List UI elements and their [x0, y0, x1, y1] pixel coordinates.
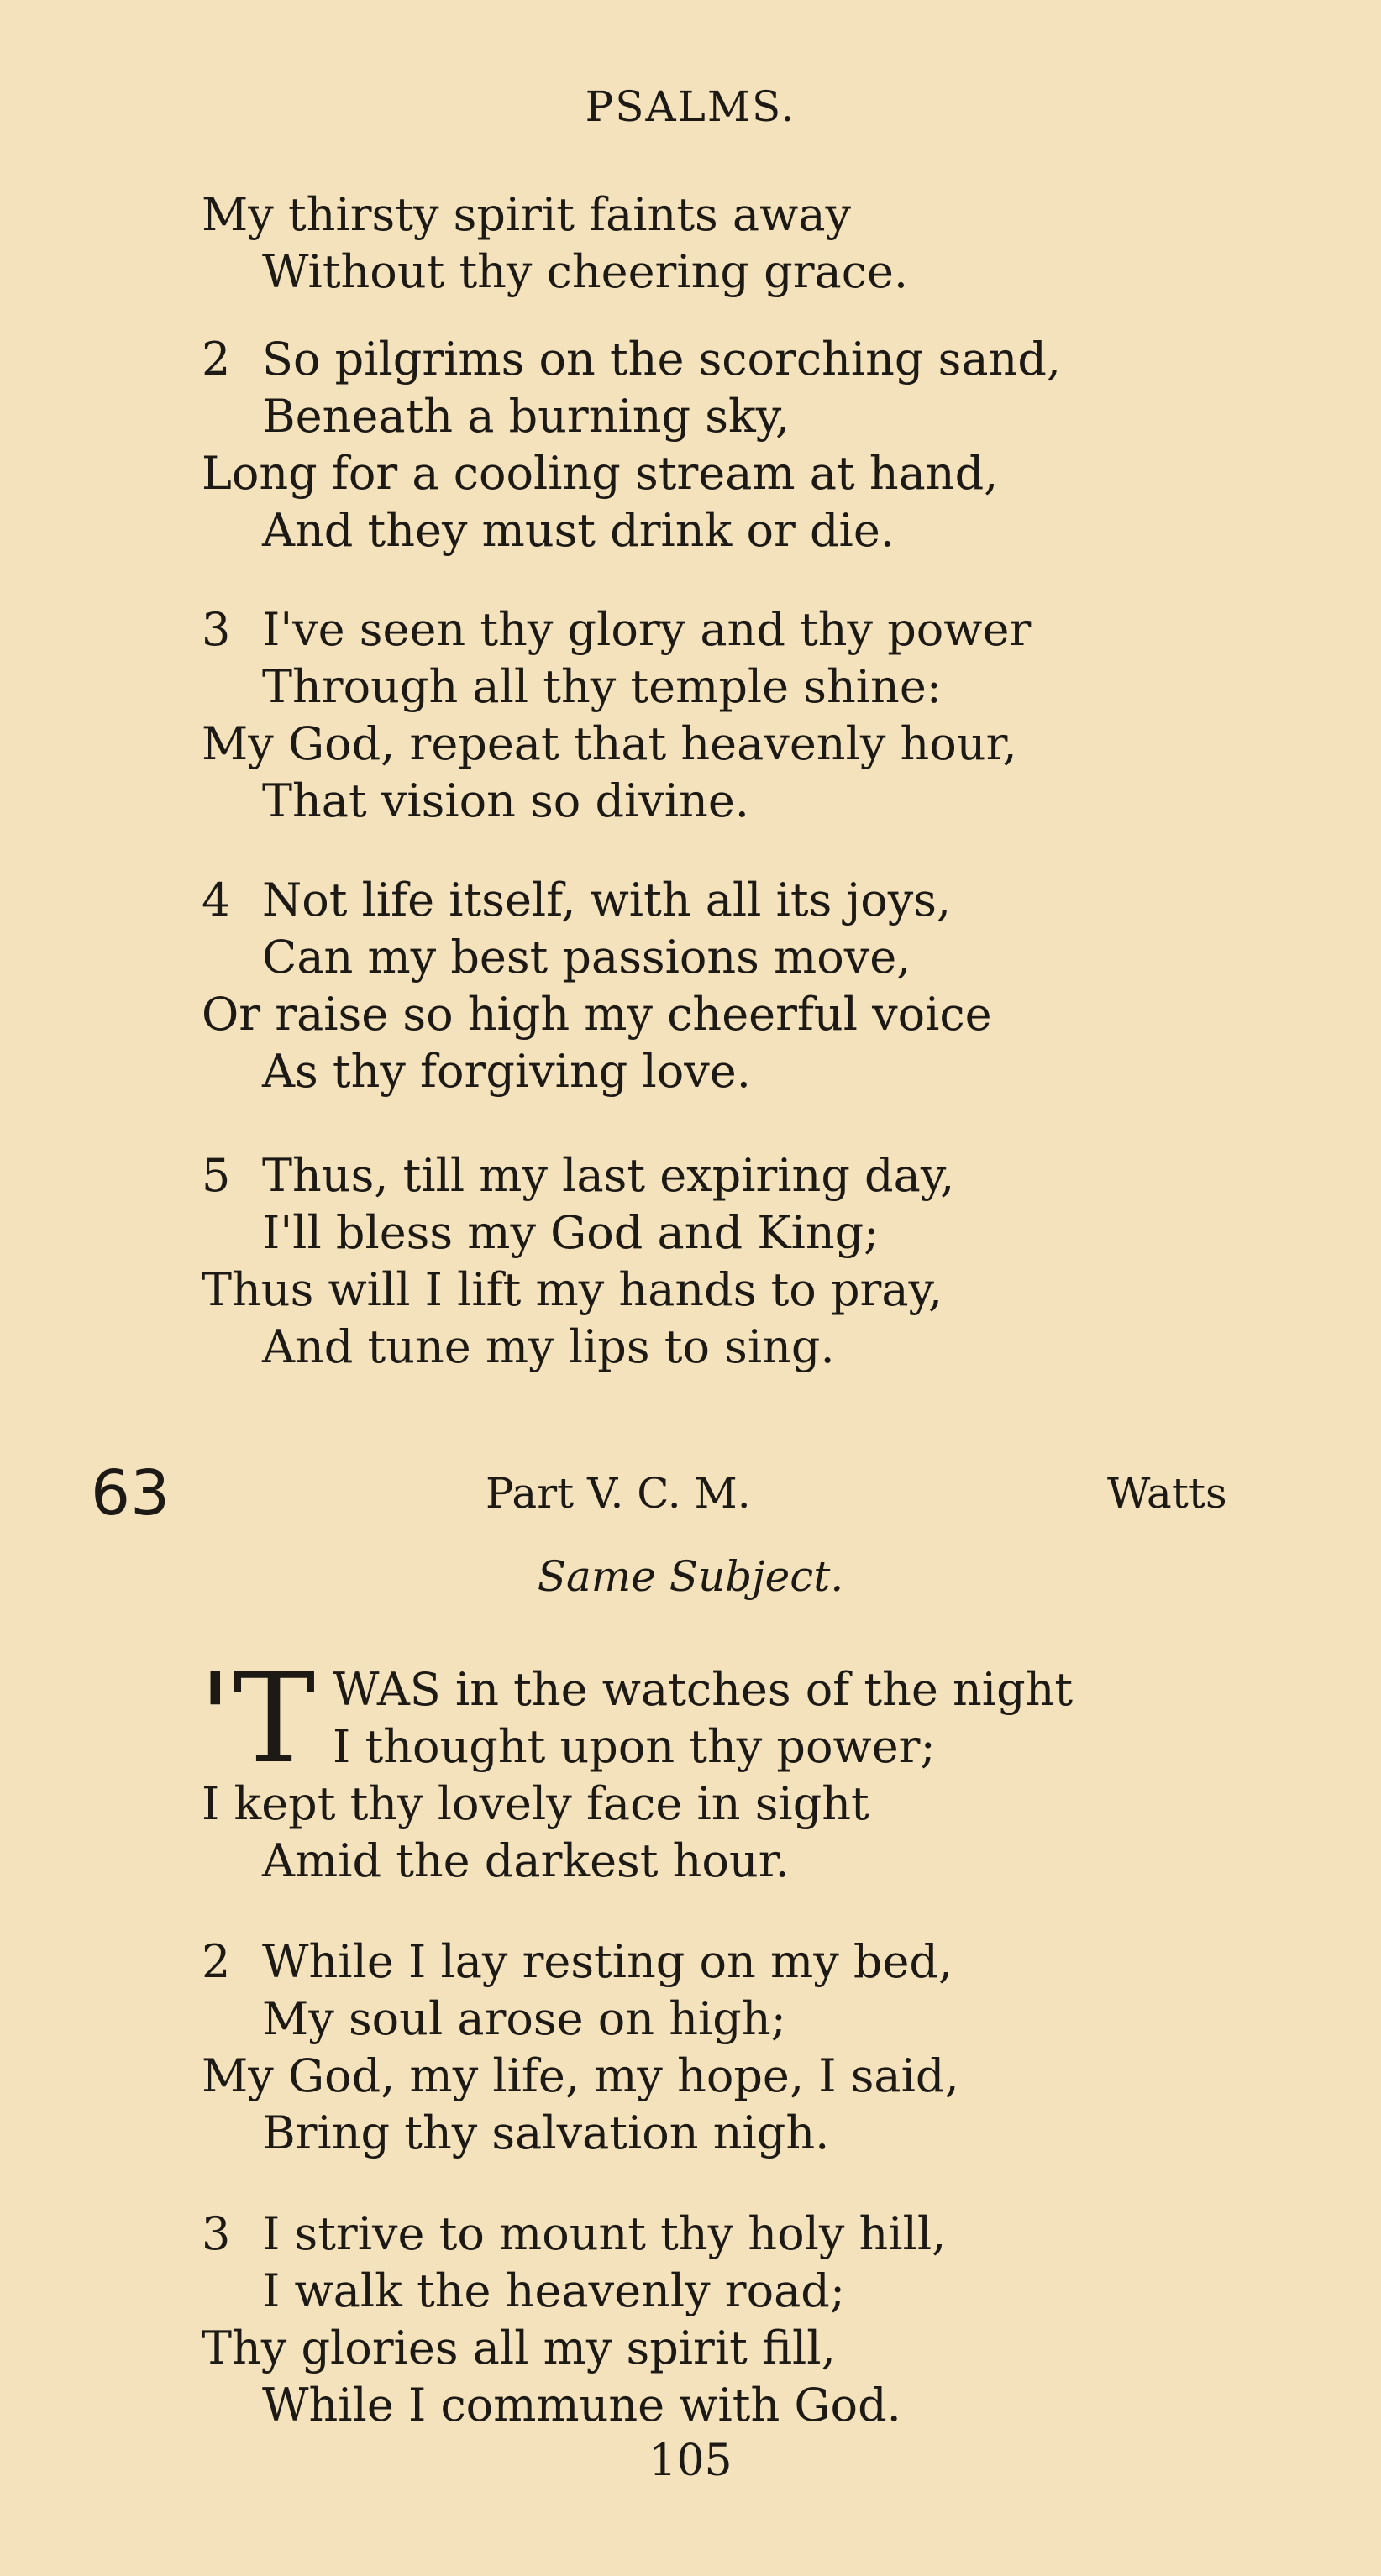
- verse-line: Beneath a burning sky,: [262, 390, 790, 443]
- verse-line: I strive to mount thy holy hill,: [262, 2207, 947, 2260]
- verse-line: Thus will I lift my hands to pray,: [202, 1263, 943, 1316]
- verse-line: Or raise so high my cheerful voice: [202, 988, 992, 1041]
- hymn-meter: Part V. C. M.: [486, 1469, 751, 1518]
- verse-line: Bring thy salvation nigh.: [262, 2106, 830, 2159]
- verse-line: Long for a cooling stream at hand,: [202, 447, 999, 500]
- stanza-number: 4: [202, 874, 231, 926]
- verse-line: Without thy cheering grace.: [262, 245, 909, 298]
- continuation-stanza: [202, 186, 1210, 301]
- verse-line: And they must drink or die.: [262, 504, 895, 557]
- stanza-4: [202, 872, 1210, 1100]
- stanza-number: 5: [202, 1149, 231, 1202]
- hymn-number: 63: [91, 1457, 171, 1529]
- verse-line: I walk the heavenly road;: [262, 2264, 846, 2317]
- stanza-3: [202, 601, 1210, 830]
- verse-line: And tune my lips to sing.: [262, 1320, 835, 1373]
- drop-cap: 'T: [198, 1646, 316, 1791]
- hymn-stanza-2: [202, 1933, 1210, 2162]
- verse-line: My God, my life, my hope, I said,: [202, 2049, 959, 2102]
- stanza-number: 2: [202, 333, 231, 386]
- verse-line: My soul arose on high;: [262, 1992, 786, 2045]
- hymn-subtitle: Same Subject.: [537, 1552, 844, 1601]
- stanza-2: [202, 331, 1210, 559]
- verse-line: Thus, till my last expiring day,: [262, 1149, 955, 1202]
- stanza-5: [202, 1147, 1210, 1376]
- verse-line: I'll bless my God and King;: [262, 1206, 880, 1259]
- stanza-number: 3: [202, 603, 231, 656]
- page-number: 105: [648, 2436, 733, 2486]
- verse-line: Through all thy temple shine:: [262, 660, 942, 713]
- verse-line: That vision so divine.: [262, 774, 749, 827]
- verse-line: So pilgrims on the scorching sand,: [262, 333, 1062, 386]
- verse-line: Can my best passions move,: [262, 931, 911, 984]
- hymn-stanza-1: [202, 1661, 1210, 1890]
- verse-line: I thought upon thy power;: [333, 1720, 936, 1773]
- hymn-author: Watts: [1107, 1469, 1227, 1518]
- verse-line: Amid the darkest hour.: [262, 1834, 790, 1887]
- verse-line: Thy glories all my spirit fill,: [202, 2322, 836, 2374]
- verse-line: While I commune with God.: [262, 2379, 901, 2432]
- stanza-number: 2: [202, 1935, 231, 1988]
- hymn-header: [0, 1457, 1381, 1529]
- verse-line: As thy forgiving love.: [262, 1045, 751, 1098]
- verse-line: While I lay resting on my bed,: [262, 1935, 953, 1988]
- stanza-number: 3: [202, 2207, 231, 2260]
- verse-line: My God, repeat that heavenly hour,: [202, 717, 1017, 770]
- hymn-stanza-3: [202, 2206, 1210, 2434]
- verse-line: I kept thy lovely face in sight: [202, 1777, 869, 1830]
- verse-line: WAS in the watches of the night: [333, 1663, 1074, 1716]
- verse-line: Not life itself, with all its joys,: [262, 874, 952, 926]
- verse-line: My thirsty spirit faints away: [202, 188, 852, 241]
- verse-line: I've seen thy glory and thy power: [262, 603, 1032, 656]
- running-head: PSALMS.: [585, 82, 796, 131]
